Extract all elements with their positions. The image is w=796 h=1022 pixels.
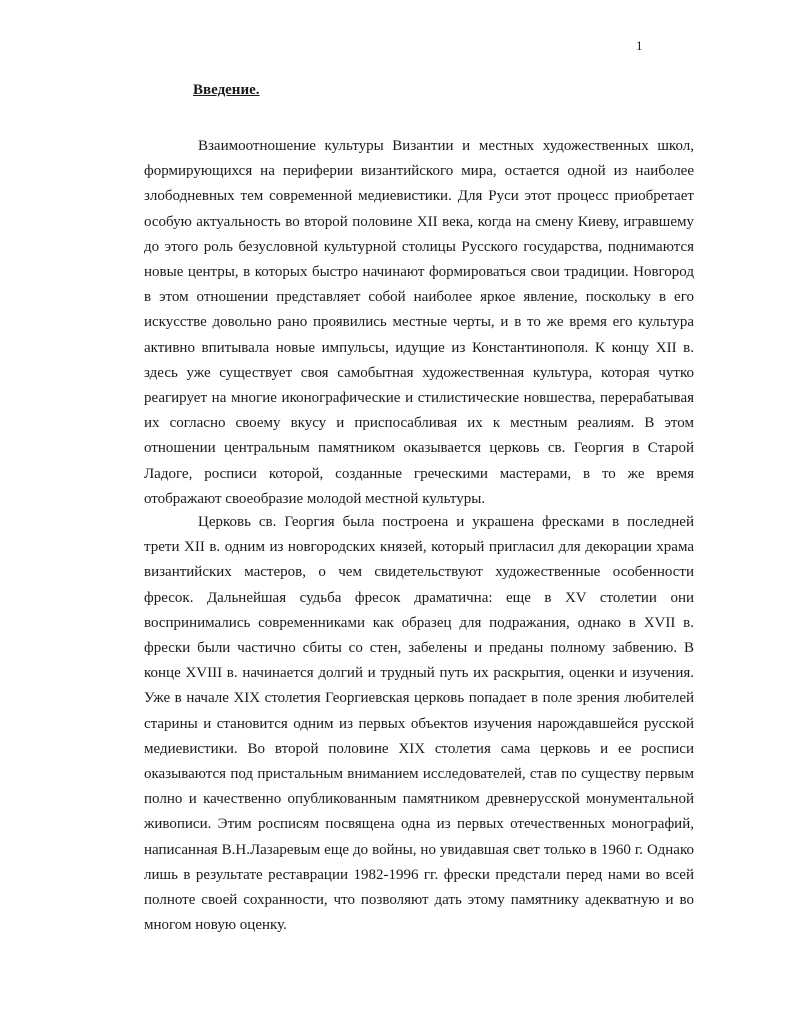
paragraph-2 [144,510,694,938]
section-heading: Введение. [193,82,260,98]
paragraph-text: Взаимоотношение культуры Византии и местных художественных школ, формирующихся на периферии византийского мира, остается одной из наиболее злободневных тем современной медиевистики. Для Руси этот процесс приобретает особую актуальность во второй половине XII века, когда на смену Киеву, игравшему до этого роль безусловной культурной столицы Русского государства, поднимаются новые центры, в которых быстро начинают формироваться свои традиции. Новгород в этом отношении представляет собой наиболее яркое явление, поскольку в его искусстве довольно рано проявились местные черты, и в то же время его культура активно впитывала новые импульсы, идущие из Константинополя. К концу XII в. здесь уже существует своя самобытная художественная культура, которая чутко реагирует на многие иконографические и стилистические новшества, перерабатывая их согласно своему вкусу и приспосабливая их к местным реалиям. В этом отношении центральным памятником оказывается церковь св. Георгия в Старой Ладоге, росписи которой, созданные греческими мастерами, в то же время отображают своеобразие молодой местной культуры. [144,138,694,507]
page-number: 1 [636,38,643,53]
paragraph-text: Церковь св. Георгия была построена и украшена фресками в последней трети XII в. одним из новгородских князей, который пригласил для декорации храма византийских мастеров, о чем свидетельствуют художественные особенности фресок. Дальнейшая судьба фресок драматична: еще в XV столетии они воспринимались современниками как образец для подражания, однако в XVII в. фрески были частично сбиты со стен, забелены и преданы полному забвению. В конце XVIII в. начинается долгий и трудный путь их раскрытия, оценки и изучения. Уже в начале XIX столетия Георгиевская церковь попадает в поле зрения любителей старины и становится одним из первых объектов изучения нарождавшейся русской медиевистики. Во второй половине XIX столетия сама церковь и ее росписи оказываются под пристальным вниманием исследователей, став по существу первым полно и качественно опубликованным памятником древнерусской монументальной живописи. Этим росписям посвящена одна из первых отечественных монографий, написанная В.Н.Лазаревым еще до войны, но увидавшая свет только в 1960 г. Однако лишь в результате реставрации 1982-1996 гг. фрески предстали перед нами во всей полноте своей сохранности, что позволяют дать этому памятнику адекватную и во многом новую оценку. [144,514,694,934]
paragraph-1 [144,134,694,512]
